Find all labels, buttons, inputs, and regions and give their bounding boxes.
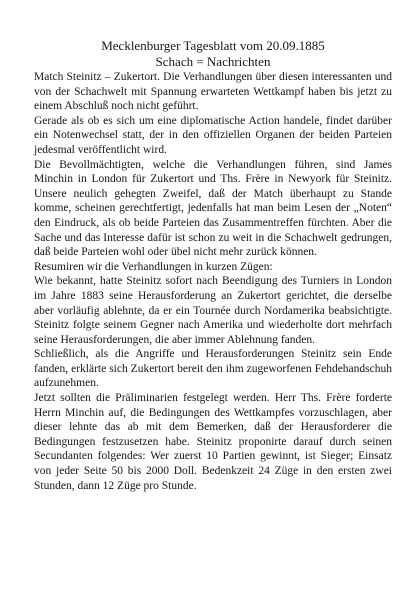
paragraph-wie-bekannt: Wie bekannt, hatte Steinitz sofort nach Beendigung des Turniers in London im Jahre 1883 seine Herausforderung an Zukertort gerichtet, die derselbe aber vorläufig ablehnte, da er ein Tournée durch Nordamerika beabsichtigte. Steinitz folgte seinem Gegner nach Amerika und wiederholte dort mehrfach seine Herausforderungen, die aber immer Ablehnung fanden. — [34, 275, 392, 346]
paragraph-match-intro: Match Steinitz – Zukertort. Die Verhandlungen über diesen interessanten und von der Schachwelt mit Spannung erwarteten Wettkampf haben bis jetzt zu einem Abschluß noch nicht geführt. — [34, 71, 392, 113]
paragraph-bevollmaechtigte: Die Bevollmächtigten, welche die Verhandlungen führen, sind James Minchin in London für Zukertort und Ths. Frère in Newyork für Steinitz. Unsere neulich gehegten Zweifel, daß der Match überhaupt zu Stande komme, scheinen gerechtfertigt, jedenfalls hat man beim Lesen der „Noten“ den Eindruck, als ob beide Parteien das Zusammentreffen fürchten. Aber die Sache und das Interesse dafür ist schon zu weit in die Schachwelt gedrungen, daß beide Parteien wohl oder übel nicht mehr zurück können. — [34, 158, 392, 259]
article-header — [34, 38, 392, 69]
paragraph-praeliminarien: Jetzt sollten die Präliminarien festgelegt werden. Herr Ths. Frère forderte Herrn Minchin auf, die Bedingungen des Wettkampfes vorzuschlagen, aber dieser lehnte das ab mit dem Bemerken, daß der Herausforderer die Bedingungen festzusetzen habe. Steinitz proponirte darauf durch seinen Secundanten folgendes: Wer zuerst 10 Partien gewinnt, ist Sieger; Einsatz von jeder Seite 50 bis 2000 Doll. Bedenkzeit 24 Züge in den ersten zwei Stunden, dann 12 Züge pro Stunde. — [34, 392, 392, 492]
paragraph-resumiren: Resumiren wir die Verhandlungen in kurzen Zügen: — [34, 260, 273, 273]
newspaper-article — [34, 38, 392, 493]
paragraph-notenwechsel: Gerade als ob es sich um eine diplomatische Action handele, findet darüber ein Notenwechsel statt, der in den offiziellen Organen der beiden Parteien jedesmal veröffentlicht wird. — [34, 114, 392, 156]
article-body — [34, 70, 392, 493]
newspaper-title: Mecklenburger Tagesblatt vom 20.09.1885 — [101, 38, 325, 53]
section-title: Schach = Nachrichten — [155, 53, 271, 69]
paragraph-schliesslich: Schließlich, als die Angriffe und Herausforderungen Steinitz sein Ende fanden, erklärte sich Zukertort bereit den ihm zugeworfenen Fehdehandschuh aufzunehmen. — [34, 348, 392, 390]
